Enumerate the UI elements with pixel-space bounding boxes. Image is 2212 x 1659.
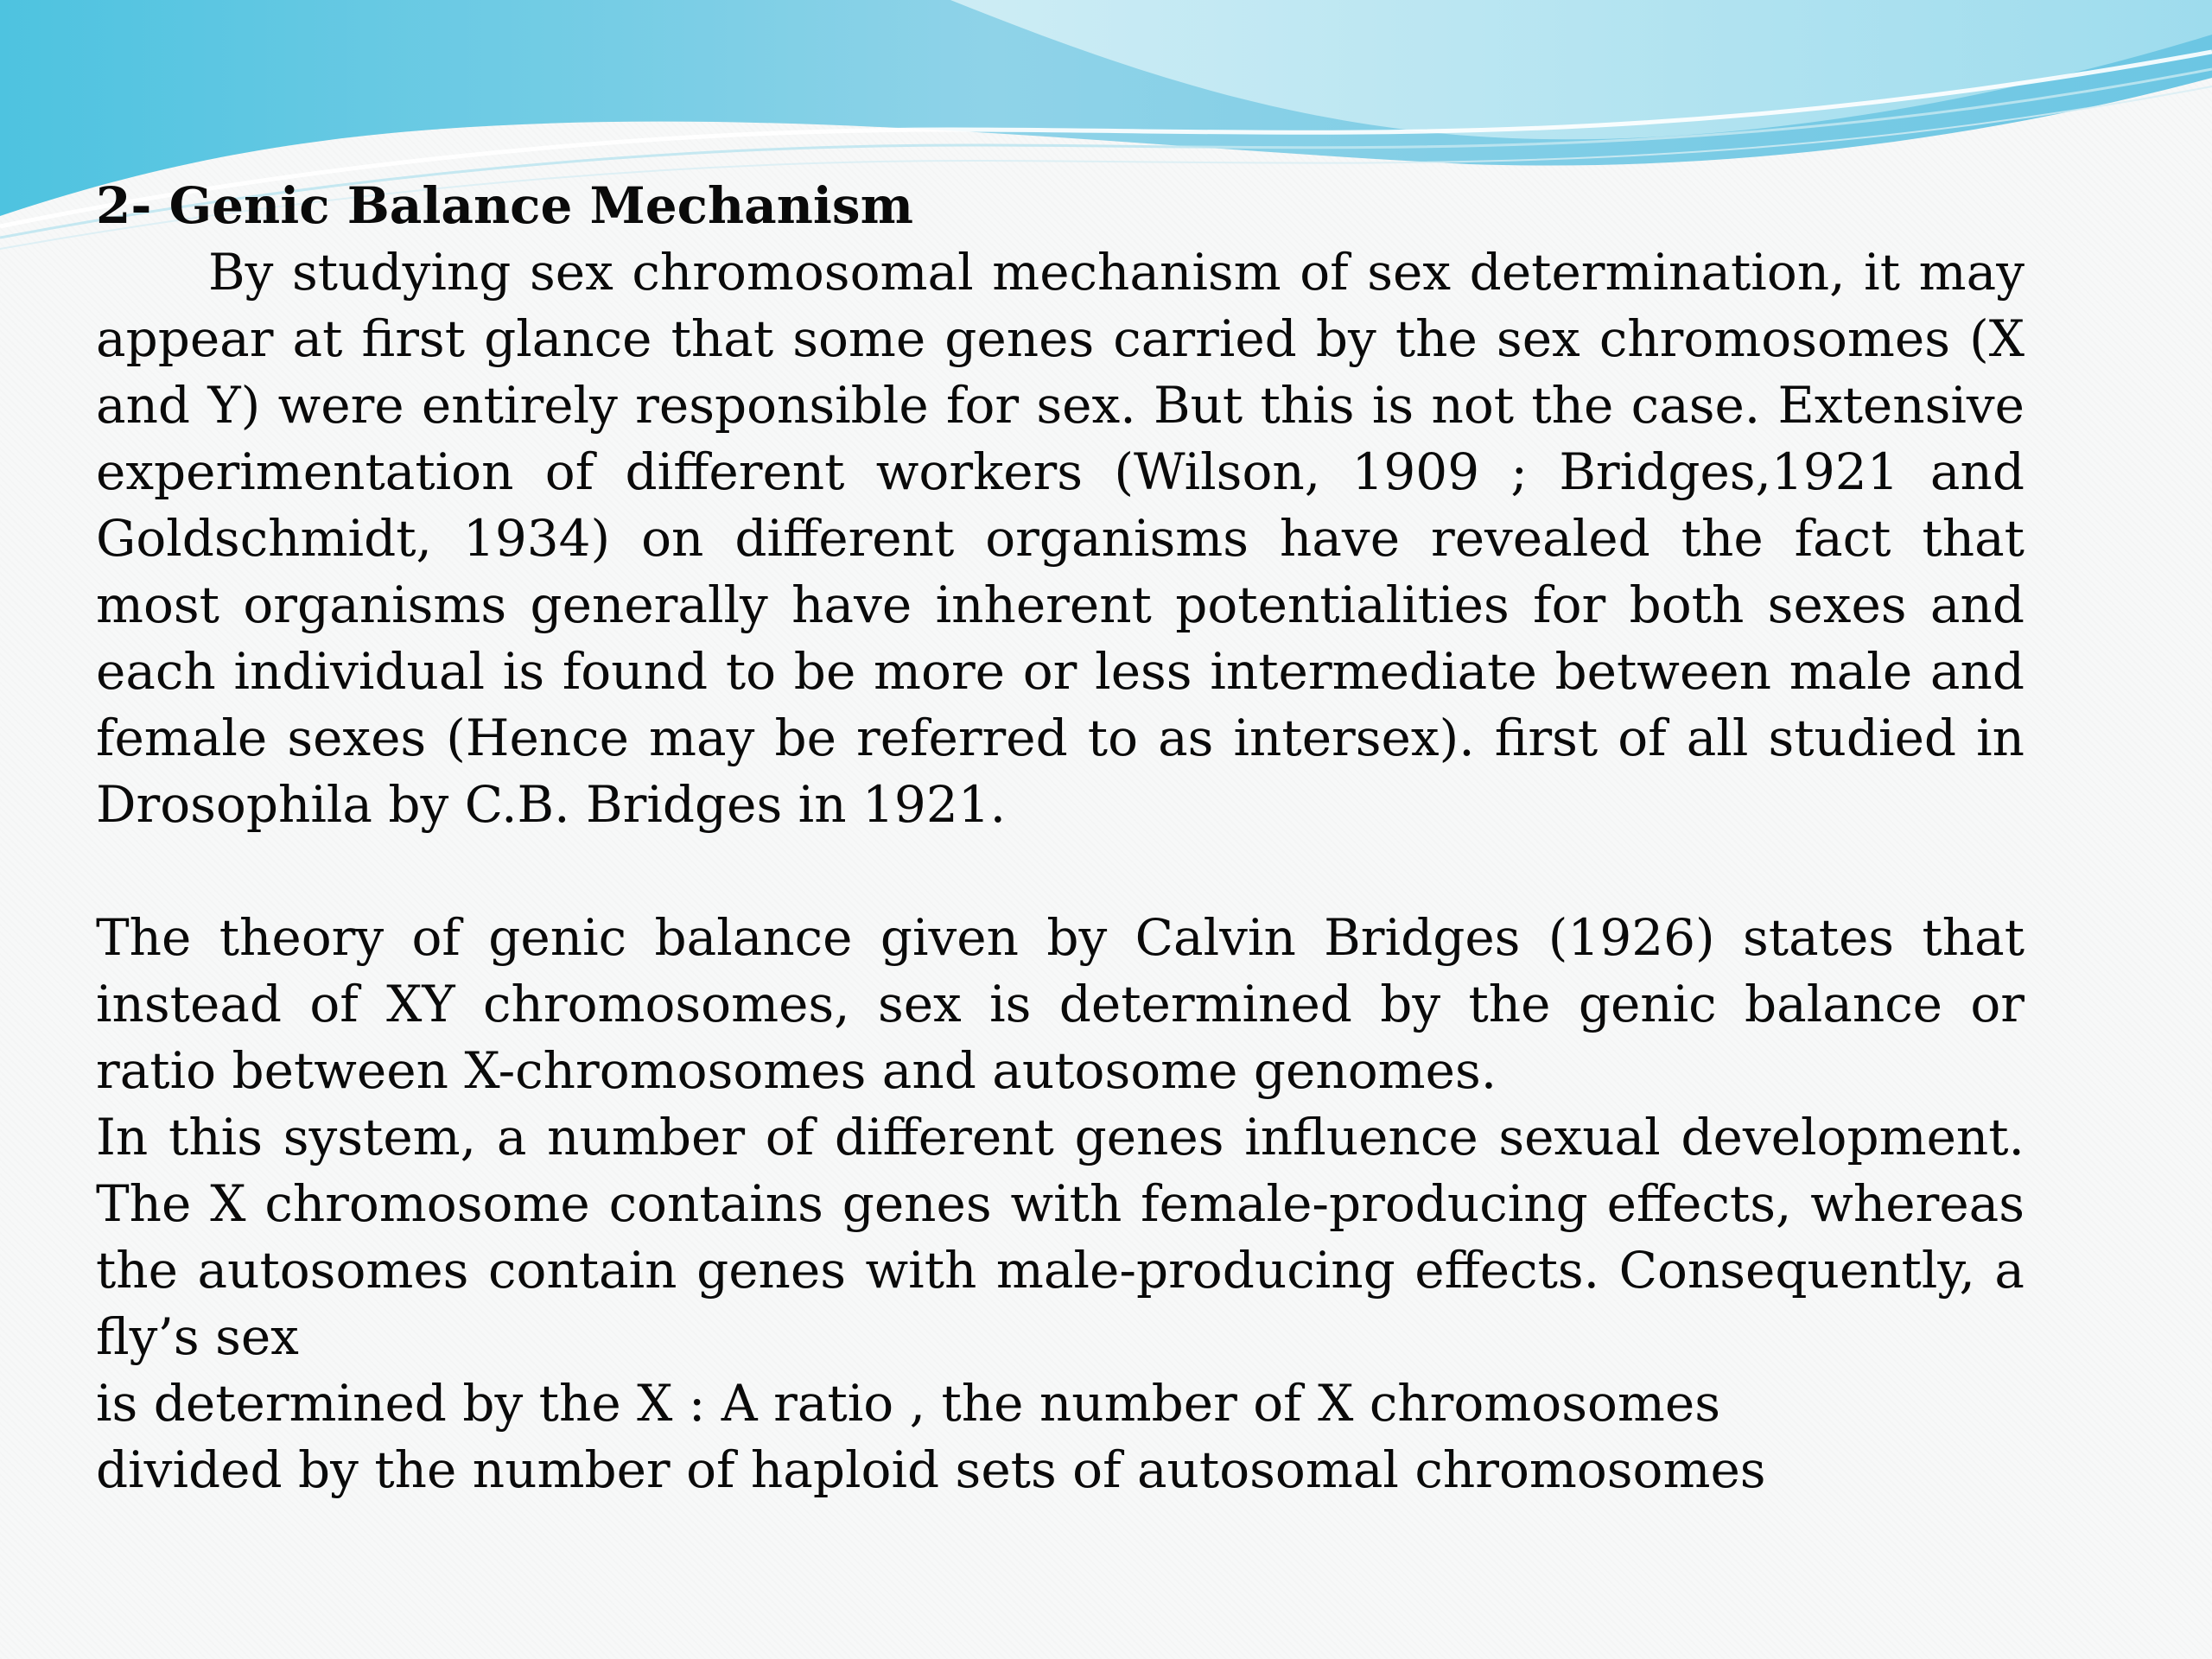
paragraph-spacer: [96, 838, 2024, 905]
paragraph-system: In this system, a number of different genes influence sexual development. The X chromosome contains genes with female-producing effects, whereas the autosomes contain genes with male-producing effects. Consequently, a fly’s sex: [96, 1108, 2024, 1366]
paragraph-theory: The theory of genic balance given by Calvin Bridges (1926) states that instead of XY chromosomes, sex is determined by the genic balance or ratio between X-chromosomes and autosome genomes.: [96, 908, 2024, 1100]
line-ratio: is determined by the X : A ratio , the number of X chromosomes: [96, 1374, 1720, 1433]
paragraph-intro: By studying sex chromosomal mechanism of sex determination, it may appear at first glance that some genes carried by the sex chromosomes (X and Y) were entirely responsible for sex. But this is not the case. Extensive experimentation of different workers (Wilson, 1909 ; Bridges,1921 and Goldschmidt, 1934) on different organisms have revealed the fact that most organisms generally have inherent potentialities for both sexes and each individual is found to be more or less intermediate between male and female sexes (Hence may be referred to as intersex). first of all studied in Drosophila by C.B. Bridges in 1921.: [96, 243, 2024, 834]
line-haploid: divided by the number of haploid sets of autosomal chromosomes: [96, 1440, 1766, 1499]
slide-heading: 2- Genic Balance Mechanism: [96, 176, 913, 235]
slide-content: [96, 173, 2024, 1503]
